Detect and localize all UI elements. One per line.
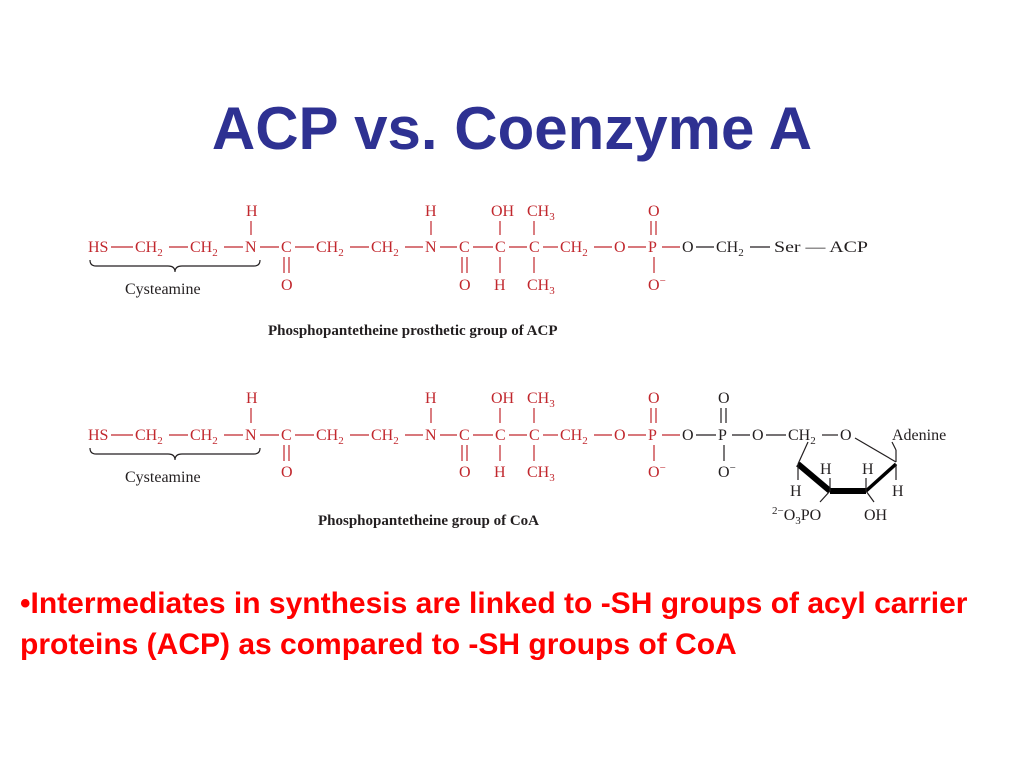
svg-text:O: O [459,277,471,294]
svg-text:H: H [862,461,874,478]
svg-text:H: H [425,390,437,407]
svg-text:H: H [425,203,437,220]
svg-text:H: H [892,483,904,500]
cysteamine-brace [90,448,260,460]
svg-text:H: H [246,203,258,220]
svg-text:N: N [425,427,437,444]
cysteamine-label: Cysteamine [125,469,201,486]
chemical-structures-diagram [0,180,1024,540]
svg-text:C: C [459,427,470,444]
svg-text:O: O [718,390,730,407]
svg-text:CH2: $CH_2$ [190,239,218,259]
svg-text:C: C [281,239,292,256]
svg-text:CH3: $CH_3$ [527,390,555,410]
svg-text:H: H [820,461,832,478]
svg-text:CH2: $CH_2$ [371,239,399,259]
coa-structure [88,390,946,529]
svg-text:O−: O− [718,462,736,481]
svg-text:2−O3PO: $^{2-}O_3PO$ [772,505,822,527]
svg-text:N: N [425,239,437,256]
svg-text:C: C [495,239,506,256]
cysteamine-label: Cysteamine [125,281,201,298]
svg-text:CH2: $CH_2$ [371,427,399,447]
svg-text:N: N [245,427,257,444]
svg-text:C: C [529,239,540,256]
svg-text:OH: OH [491,203,515,220]
svg-text:P: P [718,427,727,444]
svg-text:H: H [494,277,506,294]
svg-text:C: C [459,239,470,256]
svg-text:CH3: $CH_3$ [527,277,555,297]
svg-text:O: O [614,427,626,444]
svg-text:N: N [245,239,257,256]
svg-text:CH3: $CH_3$ [527,464,555,484]
svg-text:O: O [840,427,852,444]
svg-text:CH3: $CH_3$ [527,203,555,223]
coa-caption: Phosphopantetheine group of CoA [318,513,540,529]
svg-text:H: H [790,483,802,500]
svg-text:O−: O− [648,462,666,481]
svg-text:H: H [494,464,506,481]
svg-text:CH2: $CH_2$ [135,427,163,447]
bullet-text: •Intermediates in synthesis are linked to -SH groups of acyl carrier proteins (ACP) as compared to -SH groups of CoA [20,587,968,661]
svg-text:OH: OH [864,507,888,524]
acp-terminal: Ser — ACP [774,239,869,256]
svg-text:C: C [281,427,292,444]
svg-text:HS: HS [88,239,109,256]
svg-text:P: P [648,239,657,256]
svg-text:HS: HS [88,427,109,444]
svg-text:CH2: $CH_2$ [716,239,744,259]
svg-text:O: O [459,464,471,481]
svg-text:O: O [752,427,764,444]
svg-text:CH2: $CH_2$ [560,427,588,447]
svg-text:O: O [281,277,293,294]
cysteamine-brace [90,260,260,272]
svg-text:C: C [495,427,506,444]
svg-text:C: C [529,427,540,444]
svg-text:CH2: $CH_2$ [135,239,163,259]
svg-text:O: O [648,203,660,220]
adenine-label: Adenine [892,427,947,444]
acp-caption: Phosphopantetheine prosthetic group of ACP [268,323,558,339]
svg-text:O: O [281,464,293,481]
svg-text:P: P [648,427,657,444]
svg-text:O: O [614,239,626,256]
svg-text:CH2: $CH_2$ [316,239,344,259]
slide-title: ACP vs. Coenzyme A [211,95,813,162]
svg-text:CH2: $CH_2$ [788,427,816,447]
svg-text:O: O [682,239,694,256]
svg-text:H: H [246,390,258,407]
svg-text:OH: OH [491,390,515,407]
svg-text:O: O [682,427,694,444]
svg-text:CH2: $CH_2$ [316,427,344,447]
svg-text:O−: O− [648,275,666,294]
svg-text:CH2: $CH_2$ [560,239,588,259]
svg-text:CH2: $CH_2$ [190,427,218,447]
acp-structure [88,203,868,339]
svg-text:O: O [648,390,660,407]
